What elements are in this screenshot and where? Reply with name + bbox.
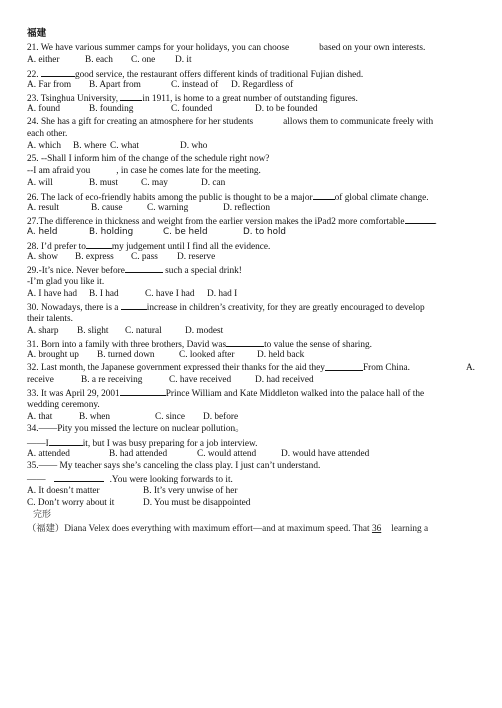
q30-option-b: B. slight xyxy=(77,325,109,336)
q31-option-b: B. turned down xyxy=(97,350,155,361)
q24-option-a: A. which xyxy=(27,141,62,152)
q25-options xyxy=(27,177,475,189)
q23-option-d: D. to be founded xyxy=(255,104,318,115)
q35-option-b: B. It’s very unwise of her xyxy=(143,485,238,496)
q33-options xyxy=(27,411,475,423)
q30-option-d: D. modest xyxy=(185,325,224,336)
q33-stem-cont: wedding ceremony. xyxy=(27,399,100,410)
q25-option-b: B. must xyxy=(89,178,118,189)
q30-stem: 30. Nowadays, there is a increase in children’s creativity, for they are greatly encouraged to develop xyxy=(27,300,475,312)
q34-line-2: ——I it, but I was busy preparing for a job interview. xyxy=(27,436,475,448)
q26-option-a: A. result xyxy=(27,202,60,213)
q31-options xyxy=(27,349,475,361)
q34-options xyxy=(27,448,475,460)
q28-options xyxy=(27,251,475,263)
q26-blank xyxy=(313,190,335,200)
q35-line-1: 35.—— My teacher says she’s canceling the class play. I just can’t understand. xyxy=(27,461,321,472)
q24-stem-cont: each other. xyxy=(27,129,68,140)
q34-option-c: C. would attend xyxy=(197,448,257,459)
q32-option-b: B. a re receiving xyxy=(81,375,143,386)
q22-option-b: B. Apart from xyxy=(89,79,141,90)
q32-blank xyxy=(325,361,363,371)
q25-line-2: --I am afraid you , in case he comes late for the meeting. xyxy=(27,165,261,176)
q32-option-d: D. had received xyxy=(255,375,314,386)
q32-stem: 32. Last month, the Japanese government expressed their thanks for the aid they From China. A. xyxy=(27,362,475,373)
q27-option-c: C. be held xyxy=(163,227,208,238)
q27-options xyxy=(27,226,475,238)
q22-option-c: C. instead of xyxy=(171,79,219,90)
q35-option-d: D. You must be disappointed xyxy=(143,497,251,508)
q33-option-a: A. that xyxy=(27,411,53,422)
q29-line-2: -I’m glad you like it. xyxy=(27,276,105,287)
q21-stem: 21. We have various summer camps for your holidays, you can choose based on your own interests. xyxy=(27,43,426,53)
q29-blank xyxy=(125,263,163,273)
q35-option-a: A. It doesn’t matter xyxy=(27,485,100,496)
q24-stem: 24. She has a gift for creating an atmosphere for her students allows them to communicate freely with xyxy=(27,116,434,127)
q27-option-a: A. held xyxy=(27,227,58,238)
q23-options xyxy=(27,103,475,115)
q24-option-b: B. where xyxy=(73,141,107,152)
q25-option-a: A. will xyxy=(27,178,53,189)
q23-option-a: A. found xyxy=(27,104,61,115)
section-heading-cloze: 完形 xyxy=(33,510,52,521)
q35-options-row-1 xyxy=(27,485,475,497)
q27-option-d: D. to hold xyxy=(243,227,286,238)
q26-option-b: B. cause xyxy=(91,202,123,213)
q21-options xyxy=(27,54,475,66)
q21-option-a: A. either xyxy=(27,55,60,66)
q30-blank xyxy=(121,300,147,310)
q30-stem-cont: their talents. xyxy=(27,313,73,324)
q22-option-a: A. Far from xyxy=(27,79,72,90)
q35-line-2: —— .You were looking forwards to it. xyxy=(27,472,475,484)
q31-option-c: C. looked after xyxy=(179,350,235,361)
q23-blank xyxy=(120,91,142,101)
q34-option-b: B. had attended xyxy=(109,448,168,459)
q29-option-a: A. I have had xyxy=(27,288,78,299)
cloze-first-line: （福建）Diana Velex does everything with maximum effort—and at maximum speed. That 36 learning a xyxy=(27,524,429,535)
q30-options xyxy=(27,325,475,337)
q28-option-c: C. pass xyxy=(131,252,158,263)
q22-option-d: D. Regardless of xyxy=(231,79,294,90)
q34-option-a: A. attended xyxy=(27,448,70,459)
q22-options xyxy=(27,79,475,91)
q21-option-d: D. it xyxy=(175,55,192,66)
q22-blank xyxy=(41,67,75,77)
q23-option-b: B. founding xyxy=(89,104,134,115)
q24-options xyxy=(27,140,475,152)
q21-option-c: C. one xyxy=(131,55,156,66)
q25-option-d: D. can xyxy=(201,178,226,189)
q25-line-1: 25. --Shall I inform him of the change of the schedule right now? xyxy=(27,153,270,164)
q29-option-c: C. have I had xyxy=(145,288,195,299)
q35-option-c: C. Don’t worry about it xyxy=(27,497,115,508)
q29-option-b: B. I had xyxy=(89,288,119,299)
q26-options xyxy=(27,202,475,214)
q28-option-b: B. express xyxy=(75,252,114,263)
q26-option-d: D. reflection xyxy=(223,202,270,213)
q23-stem: 23. Tsinghua University, in 1911, is home to a great number of outstanding figures. xyxy=(27,91,475,103)
q34-line-1: 34.——Pity you missed the lecture on nuclear pollution。 xyxy=(27,424,245,435)
q32-option-a: receive xyxy=(27,375,54,386)
q22-stem: 22. good service, the restaurant offers different kinds of traditional Fujian dished. xyxy=(27,67,475,79)
q28-option-d: D. reserve xyxy=(177,252,216,263)
q29-options xyxy=(27,288,475,300)
q33-option-d: D. before xyxy=(203,411,239,422)
q29-line-1: 29.-It’s nice. Never before such a special drink! xyxy=(27,263,475,275)
q31-blank xyxy=(226,337,264,347)
q31-option-d: D. held back xyxy=(257,350,305,361)
q30-option-c: C. natural xyxy=(125,325,162,336)
q31-option-a: A. brought up xyxy=(27,350,79,361)
q21-option-b: B. each xyxy=(85,55,113,66)
q33-option-b: B. when xyxy=(79,411,110,422)
page-title: 福建 xyxy=(27,28,47,39)
q23-option-c: C. founded xyxy=(171,104,213,115)
q28-option-a: A. show xyxy=(27,252,58,263)
q25-option-c: C. may xyxy=(141,178,168,189)
q24-option-c: C. what xyxy=(110,141,139,152)
exam-page xyxy=(27,28,475,536)
q32-option-a-letter: A. xyxy=(465,362,475,373)
q32-option-c: C. have received xyxy=(169,375,232,386)
q33-option-c: C. since xyxy=(155,411,185,422)
q34-option-d: D. would have attended xyxy=(281,448,370,459)
q26-option-c: C. warning xyxy=(147,202,189,213)
q27-stem: 27.The difference in thickness and weight from the earlier version makes the iPad2 more comfortable . xyxy=(27,214,475,226)
q27-blank xyxy=(405,214,435,224)
q26-stem: 26. The lack of eco-friendly habits among the public is thought to be a major of global climate change. xyxy=(27,190,475,202)
q29-option-d: D. had I xyxy=(207,288,238,299)
q31-stem: 31. Born into a family with three brothers, David was to value the sense of sharing. xyxy=(27,337,475,349)
q28-stem: 28. I’d prefer to my judgement until I find all the evidence. xyxy=(27,239,475,251)
q27-option-b: B. holding xyxy=(89,227,134,238)
q28-blank xyxy=(86,239,112,249)
q35-options-row-2 xyxy=(27,497,475,509)
q33-blank xyxy=(120,386,166,396)
q30-option-a: A. sharp xyxy=(27,325,59,336)
cloze-blank-36: 36 xyxy=(371,524,382,535)
q24-option-d: D. who xyxy=(180,141,208,152)
q33-stem: 33. It was April 29, 2001 Prince William and Kate Middleton walked into the palace hall of the xyxy=(27,386,475,398)
q35-blank xyxy=(54,472,104,482)
q34-blank xyxy=(49,436,83,446)
q32-options xyxy=(27,374,475,386)
